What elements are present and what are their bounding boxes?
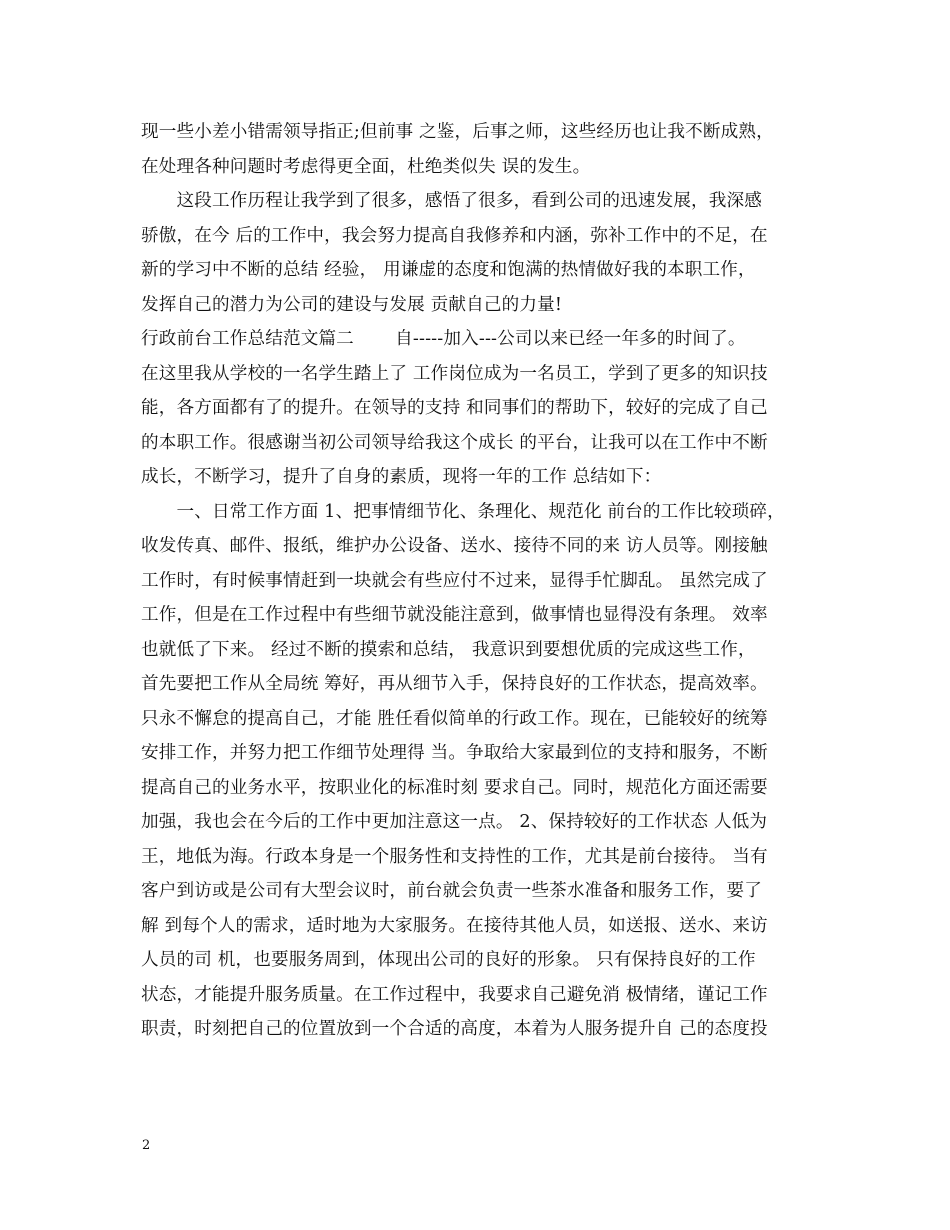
text-line: 成长，不断学习，提升了自身的素质，现将一年的工作 总结如下： — [141, 467, 662, 487]
text-line: 能，各方面都有了的提升。在领导的支持 和同事们的帮助下，较好的完成了自己 — [141, 398, 768, 418]
text-line: 发挥自己的潜力为公司的建设与发展 贡献自己的力量! — [141, 294, 563, 315]
text-line: 客户到访或是公司有大型会议时，前台就会负责一些茶水准备和服务工作，要了 — [141, 881, 763, 901]
text-line: 安排工作，并努力把工作细节处理得 当。争取给大家最到位的支持和服务，不断 — [141, 743, 768, 763]
text-line: 首先要把工作从全局统 筹好，再从细节入手，保持良好的工作状态，提高效率。 — [141, 674, 768, 694]
text-line: 工作时，有时候事情赶到一块就会有些应付不过来，显得手忙脚乱。 虽然完成了 — [141, 570, 768, 591]
text-line: 现一些小差小错需领导指正;但前事 之鉴，后事之师，这些经历也让我不断成熟， — [141, 122, 774, 142]
text-line: 收发传真、邮件、报纸，维护办公设备、送水、接待不同的来 访人员等。刚接触 — [141, 536, 768, 556]
text-line: 职责，时刻把自己的位置放到一个合适的高度，本着为人服务提升自 己的态度投 — [141, 1019, 768, 1039]
text-line: 新的学习中不断的总结 经验， 用谦虚的态度和饱满的热情做好我的本职工作， — [141, 260, 756, 280]
text-line: 骄傲，在今 后的工作中，我会努力提高自我修养和内涵，弥补工作中的不足，在 — [141, 225, 768, 246]
text-line: 人员的司 机，也要服务周到，体现出公司的良好的形象。 只有保持良好的工作 — [141, 950, 756, 970]
text-line: 在处理各种问题时考虑得更全面，杜绝类似失 误的发生。 — [141, 156, 591, 177]
text-line: 工作，但是在工作过程中有些细节就没能注意到，做事情也显得没有条理。 效率 — [141, 605, 768, 625]
text-line: 的本职工作。很感谢当初公司领导给我这个成长 的平台，让我可以在工作中不断 — [141, 432, 768, 453]
text-line: 解 到每个人的需求，适时地为大家服务。在接待其他人员，如送报、送水、来访 — [141, 915, 768, 936]
text-line: 这段工作历程让我学到了很多，感悟了很多，看到公司的迅速发展，我深感 — [141, 191, 763, 211]
text-line: 在这里我从学校的一名学生踏上了 工作岗位成为一名员工，学到了更多的知识技 — [141, 363, 768, 384]
text-line: 状态，才能提升服务质量。在工作过程中，我要求自己避免消 极情绪，谨记工作 — [141, 984, 768, 1005]
page-number: 2 — [142, 1138, 151, 1153]
section-heading-line: 行政前台工作总结范文篇二 自-----加入---公司以来已经一年多的时间了。 — [141, 329, 746, 349]
text-line: 提高自己的业务水平，按职业化的标准时刻 要求自己。同时，规范化方面还需要 — [141, 777, 768, 798]
text-line: 只永不懈怠的提高自己，才能 胜任看似简单的行政工作。现在，已能较好的统筹 — [141, 708, 768, 729]
text-line: 加强，我也会在今后的工作中更加注意这一点。 2、保持较好的工作状态 人低为 — [141, 812, 768, 832]
text-line: 王，地低为海。行政本身是一个服务性和支持性的工作，尤其是前台接待。 当有 — [141, 846, 768, 867]
body-text — [141, 115, 821, 1047]
text-line: 一、日常工作方面 1、把事情细节化、条理化、规范化 前台的工作比较琐碎， — [141, 501, 785, 522]
text-line: 也就低了下来。 经过不断的摸索和总结， 我意识到要想优质的完成这些工作， — [141, 639, 756, 660]
